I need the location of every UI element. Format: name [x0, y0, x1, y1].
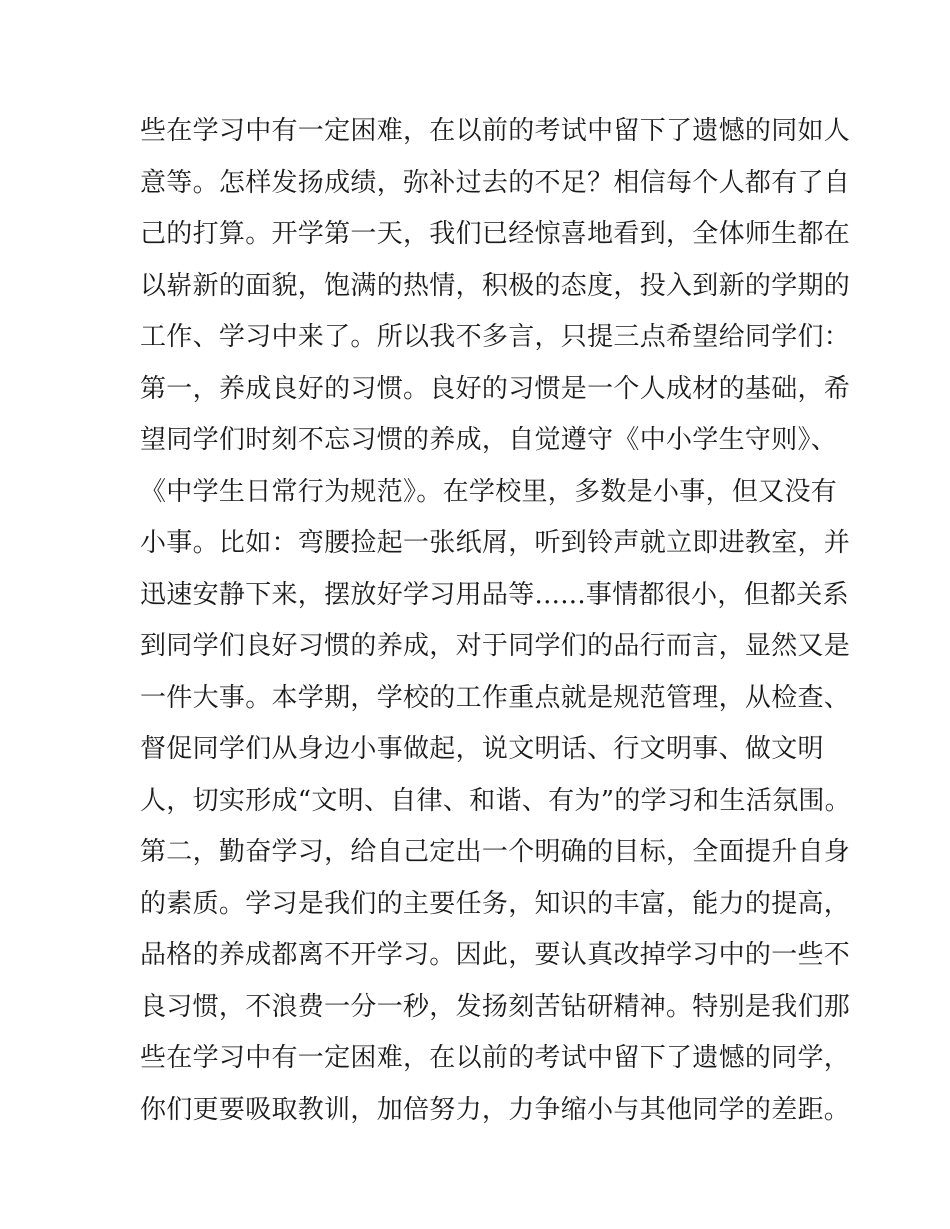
body-text	[140, 106, 851, 1136]
text-line: 《中学生日常行为规范》。在学校里，多数是小事，但又没有	[140, 476, 838, 507]
text-line: 迅速安静下来，摆放好学习用品等......事情都很小，但都关系	[140, 579, 849, 610]
text-line: 己的打算。开学第一天，我们已经惊喜地看到，全体师生都在	[140, 219, 851, 249]
text-line: 到同学们良好习惯的养成，对于同学们的品行而言，显然又是	[140, 631, 851, 661]
text-line: 的素质。学习是我们的主要任务，知识的丰富，能力的提高，	[140, 888, 851, 919]
text-line: 你们更要吸取教训，加倍努力，力争缩小与其他同学的差距。	[140, 1094, 851, 1125]
text-line: 良习惯，不浪费一分一秒，发扬刻苦钻研精神。特别是我们那	[140, 991, 851, 1022]
text-line: 工作、学习中来了。所以我不多言，只提三点希望给同学们：	[140, 322, 851, 352]
text-line: 些在学习中有一定困难，在以前的考试中留下了遗憾的同学，	[140, 1043, 851, 1073]
text-line: 人，切实形成“文明、自律、和谐、有为”的学习和生活氛围。	[140, 785, 851, 816]
text-line: 望同学们时刻不忘习惯的养成，自觉遵守《中小学生守则》、	[140, 425, 838, 455]
text-line: 第一，养成良好的习惯。良好的习惯是一个人成材的基础，希	[140, 373, 851, 404]
text-line: 督促同学们从身边小事做起，说文明话、行文明事、做文明	[140, 734, 824, 764]
text-line: 小事。比如：弯腰捡起一张纸屑，听到铃声就立即进教室，并	[140, 528, 851, 558]
text-line: 品格的养成都离不开学习。因此，要认真改掉学习中的一些不	[140, 940, 851, 970]
text-line: 些在学习中有一定困难，在以前的考试中留下了遗憾的同如人	[140, 116, 851, 146]
text-line: 一件大事。本学期，学校的工作重点就是规范管理，从检查、	[140, 682, 851, 713]
text-line: 意等。怎样发扬成绩，弥补过去的不足？相信每个人都有了自	[140, 167, 851, 198]
text-line: 第二，勤奋学习，给自己定出一个明确的目标，全面提升自身	[140, 837, 851, 867]
text-line: 以崭新的面貌，饱满的热情，积极的态度，投入到新的学期的	[140, 270, 851, 301]
